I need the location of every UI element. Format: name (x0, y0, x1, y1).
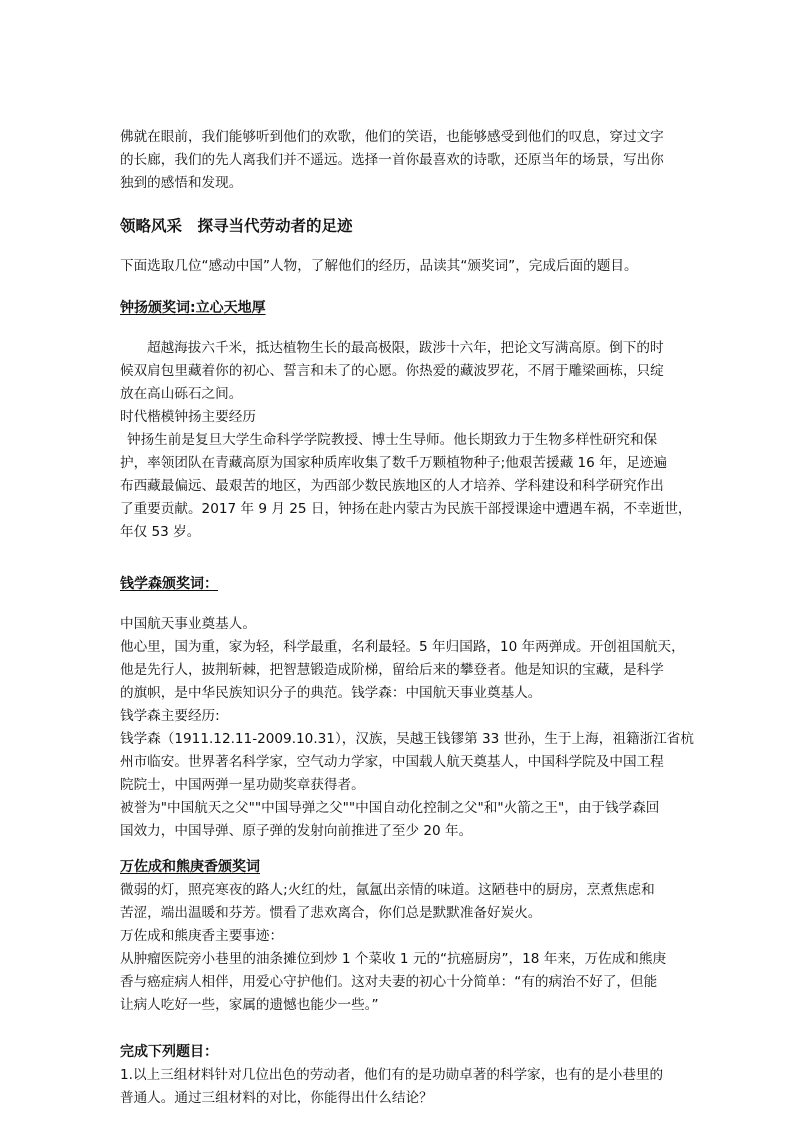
qianxuesen-title-line: 中国航天事业奠基人。 (120, 616, 256, 632)
section-lead-text: 下面选取几位“感动中国”人物，了解他们的经历，品读其“颁奖词”，完成后面的题目。 (120, 258, 638, 274)
qianxuesen-bio-line: 钱学森（1911.12.11-2009.10.31），汉族，吴越王钱镠第 33 世孙，生于上海，祖籍浙江省杭 (120, 731, 694, 747)
zhongyang-bio-line: 布西藏最偏远、最艰苦的地区，为西部少数民族地区的人才培养、学科建设和科学研究作出 (120, 478, 664, 494)
zhongyang-award-line: 候双肩包里藏着你的初心、誓言和未了的心愿。你热爱的藏波罗花，不屑于雕梁画栋，只绽 (120, 363, 664, 379)
qianxuesen-bio-line: 州市临安。世界著名科学家，空气动力学家，中国载人航天奠基人，中国科学院及中国工程 (120, 754, 664, 770)
questions-heading: 完成下列题目： (120, 1044, 218, 1060)
intro-paragraph (120, 126, 680, 195)
zhongyang-bio-title: 时代楷模钟扬主要经历 (120, 409, 256, 425)
wanzuocheng-heading: 万佐成和熊庚香颁奖词 (120, 859, 260, 875)
document-content (120, 120, 694, 1110)
section-lead (120, 255, 680, 278)
wanzuocheng-award-line: 微弱的灯，照亮寒夜的路人;火红的灶，氤氲出亲情的味道。这陋巷中的厨房，烹煮焦虑和 (120, 882, 655, 898)
question-1 (120, 1064, 680, 1110)
wanzuocheng-bio-line: 让病人吃好一些，家属的遗憾也能少一些。” (120, 997, 379, 1013)
zhongyang-award-line: 超越海拔六千米，抵达植物生长的最高极限，跋涉十六年，把论文写满高原。倒下的时 (147, 340, 664, 356)
qianxuesen-bio-line: 院院士，中国两弹一星功勋奖章获得者。 (120, 777, 365, 793)
zhongyang-bio-line: 钟扬生前是复旦大学生命科学学院教授、博士生导师。他长期致力于生物多样性研究和保 (127, 432, 658, 448)
zhongyang-heading: 钟扬颁奖词:立心天地厚 (120, 300, 266, 316)
question-1-line: 1.以上三组材料针对几位出色的劳动者，他们有的是功勋卓著的科学家，也有的是小巷里的 (120, 1067, 664, 1083)
wanzuocheng-bio-line: 香与癌症病人相伴，用爱心守护他们。这对夫妻的初心十分简单：“有的病治不好了，但能 (120, 974, 658, 990)
intro-line: 独到的感悟和发现。 (120, 175, 243, 191)
qianxuesen-award-line: 他心里，国为重，家为轻，科学最重，名利最轻。5 年归国路，10 年两弹成。开创祖国航天， (120, 639, 685, 655)
intro-line: 的长廊，我们的先人离我们并不遥远。选择一首你最喜欢的诗歌，还原当年的场景，写出你 (120, 152, 664, 168)
qianxuesen-award-line: 的旗帜，是中华民族知识分子的典范。钱学森：中国航天事业奠基人。 (120, 685, 542, 701)
zhongyang-bio-line: 年仅 53 岁。 (120, 524, 201, 540)
zhongyang-bio-line: 了重要贡献。2017 年 9 月 25 日，钟扬在赴内蒙古为民族干部授课途中遭遇车祸，不幸逝世， (120, 501, 692, 517)
section-heading: 领略风采 探寻当代劳动者的足迹 (120, 217, 353, 235)
wanzuocheng-award (120, 879, 680, 1017)
zhongyang-award (120, 337, 692, 544)
qianxuesen-award-line: 他是先行人，披荆斩棘，把智慧锻造成阶梯，留给后来的攀登者。他是知识的宝藏，是科学 (120, 662, 664, 678)
wanzuocheng-award-line: 苦涩，端出温暖和芬芳。惯看了悲欢离合，你们总是默默准备好炭火。 (120, 905, 542, 921)
qianxuesen-honor-line: 被誉为"中国航天之父""中国导弹之父""中国自动化控制之父"和"火箭之王"，由于钱学森回 (120, 800, 660, 816)
zhongyang-bio-line: 护，率领团队在青藏高原为国家种质库收集了数千万颗植物种子;他艰苦援藏 16 年，足迹遍 (120, 455, 668, 471)
wanzuocheng-bio-title: 万佐成和熊庚香主要事迹： (120, 928, 284, 944)
zhongyang-award-line: 放在高山砾石之间。 (120, 386, 243, 402)
question-1-line: 普通人。通过三组材料的对比，你能得出什么结论？ (120, 1090, 433, 1106)
qianxuesen-honor-line: 国效力，中国导弹、原子弹的发射向前推进了至少 20 年。 (120, 823, 473, 839)
intro-line: 佛就在眼前，我们能够听到他们的欢歌，他们的笑语，也能够感受到他们的叹息，穿过文字 (120, 129, 664, 145)
qianxuesen-bio-title: 钱学森主要经历: (120, 708, 220, 724)
qianxuesen-award (120, 613, 694, 843)
wanzuocheng-bio-line: 从肿瘤医院旁小巷里的油条摊位到炒 1 个菜收 1 元的“抗癌厨房”，18 年来，万佐成和熊庚 (120, 951, 667, 967)
qianxuesen-heading: 钱学森颁奖词： (120, 576, 218, 592)
